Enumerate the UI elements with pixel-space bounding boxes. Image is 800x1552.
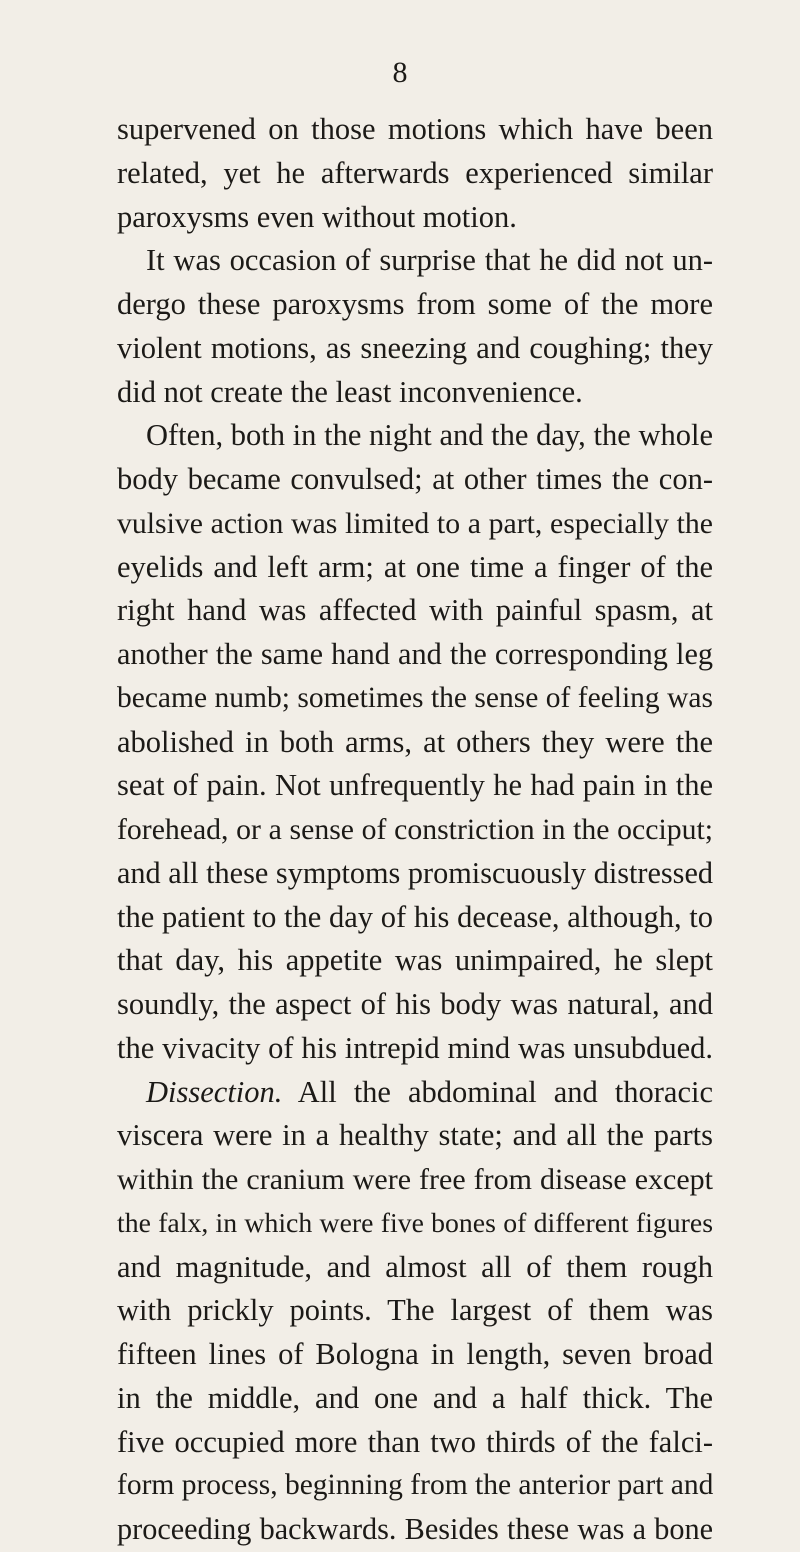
text-line: paroxysms even without motion. xyxy=(117,199,517,234)
body-text xyxy=(117,108,713,1552)
text-line: supervened on those motions which have been xyxy=(117,112,713,146)
text-line: five occupied more than two thirds of the falci- xyxy=(117,1424,713,1459)
section-heading-dissection: Dissection. xyxy=(146,1074,283,1109)
text-line: and magnitude, and almost all of them rough xyxy=(117,1249,713,1284)
text-line: with prickly points. The largest of them was xyxy=(117,1293,713,1328)
text-line: viscera were in a healthy state; and all the parts xyxy=(117,1118,713,1153)
text-line: form process, beginning from the anterior part and xyxy=(117,1469,714,1502)
text-line: the falx, in which were five bones of different figures xyxy=(117,1207,713,1239)
text-line: right hand was affected with painful spasm, at xyxy=(117,593,713,628)
text-line: another the same hand and the corresponding leg xyxy=(117,637,713,671)
text-line: fifteen lines of Bologna in length, seven broad xyxy=(117,1337,713,1371)
text-line: soundly, the aspect of his body was natural, and xyxy=(117,987,713,1021)
text-line: violent motions, as sneezing and coughing; they xyxy=(117,330,713,365)
text-line: Often, both in the night and the day, the whole xyxy=(146,418,713,453)
page-number: 8 xyxy=(392,56,408,89)
text-line: that day, his appetite was unimpaired, he slept xyxy=(117,943,713,978)
text-line: dergo these paroxysms from some of the more xyxy=(117,287,713,321)
text-line: abolished in both arms, at others they were the xyxy=(117,724,713,759)
text-line: eyelids and left arm; at one time a finger of the xyxy=(117,549,713,584)
text-line: forehead, or a sense of constriction in the occiput; xyxy=(117,813,713,846)
text-line: the patient to the day of his decease, although, to xyxy=(117,899,713,934)
text-line: related, yet he afterwards experienced similar xyxy=(117,155,713,190)
text-line: did not create the least inconvenience. xyxy=(117,374,583,409)
text-line: proceeding backwards. Besides these was a bone xyxy=(117,1512,713,1546)
text-line: became numb; sometimes the sense of feeling was xyxy=(117,681,713,714)
text-line: within the cranium were free from disease except xyxy=(117,1163,713,1196)
text-line: vulsive action was limited to a part, especially the xyxy=(117,506,713,540)
text-line: the vivacity of his intrepid mind was unsubdued. xyxy=(117,1030,713,1065)
text-line: body became convulsed; at other times the con- xyxy=(117,462,713,496)
text-line: and all these symptoms promiscuously distressed xyxy=(117,855,713,890)
text-line xyxy=(117,1071,713,1115)
text-line: in the middle, and one and a half thick. The xyxy=(117,1380,713,1415)
text-line: seat of pain. Not unfrequently he had pain in the xyxy=(117,768,713,803)
text-line: It was occasion of surprise that he did not un- xyxy=(146,243,713,278)
text-line-run: All the abdominal and thoracic xyxy=(282,1074,713,1109)
